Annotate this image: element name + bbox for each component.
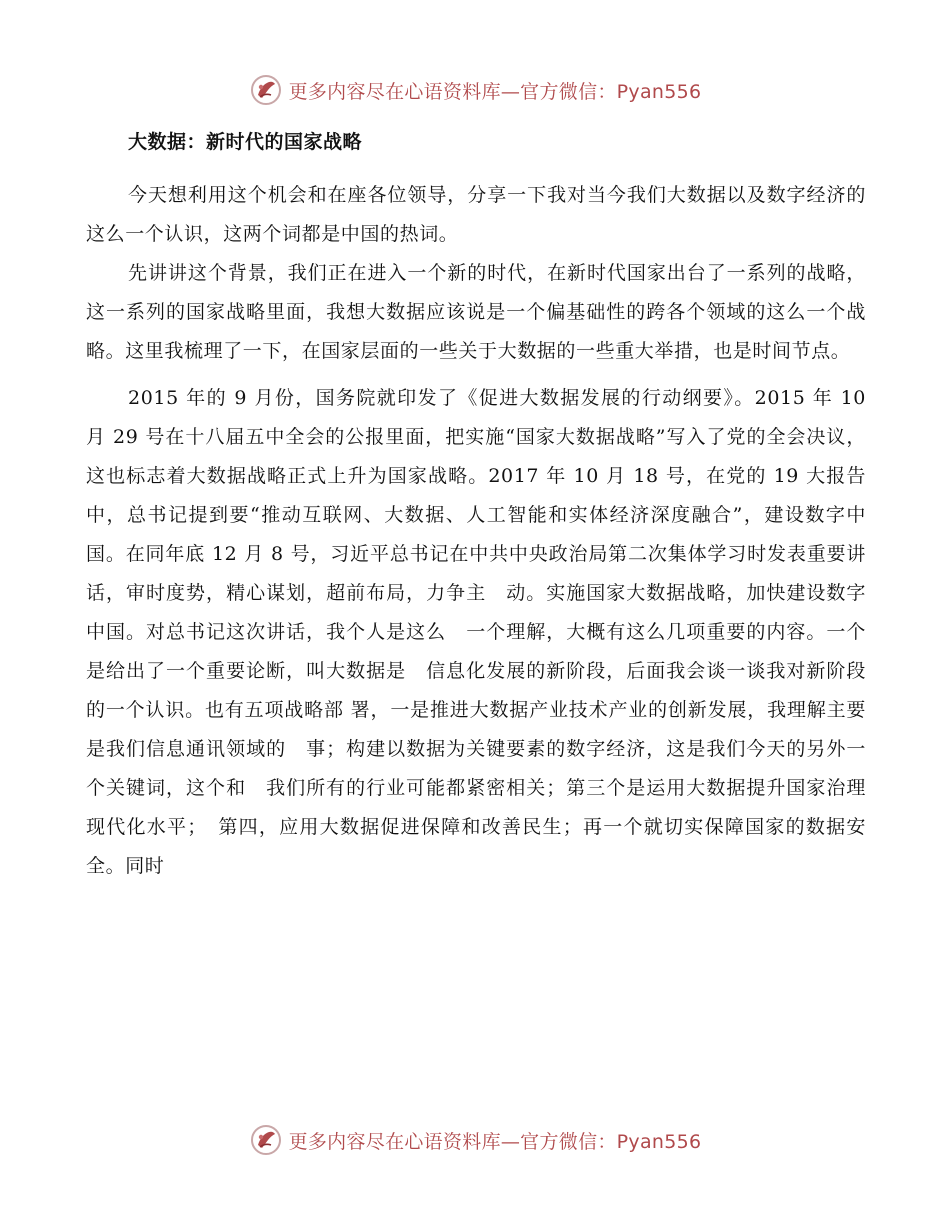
- document-body: [86, 122, 866, 886]
- book-logo-icon: [249, 1123, 283, 1157]
- footer-wechat-handle: Pyan556: [616, 1130, 702, 1153]
- paragraph-1: 今天想利用这个机会和在座各位领导，分享一下我对当今我们大数据以及数字经济的这么一个认识，这两个词都是中国的热词。: [86, 184, 866, 245]
- book-logo-icon: [249, 73, 283, 107]
- footer-banner: [0, 1120, 950, 1160]
- paragraph-2: 先讲讲这个背景，我们正在进入一个新的时代，在新时代国家出台了一系列的战略，这一系列的国家战略里面，我想大数据应该说是一个偏基础性的跨各个领域的这么一个战略。这里我梳理了一下，在国家层面的一些关于大数据的一些重大举措，也是时间节点。: [86, 262, 866, 362]
- header-banner-text: 更多内容尽在心语资料库—官方微信：Pyan556: [288, 80, 702, 103]
- footer-banner-text: 更多内容尽在心语资料库—官方微信：Pyan556: [288, 1130, 702, 1153]
- header-wechat-handle: Pyan556: [616, 80, 702, 103]
- header-banner: [0, 70, 950, 110]
- document-title: 大数据：新时代的国家战略: [128, 131, 363, 153]
- paragraph-3: 2015 年的 9 月份，国务院就印发了《促进大数据发展的行动纲要》。2015 年 10 月 29 号在十八届五中全会的公报里面，把实施“国家大数据战略”写入了党的全会决议，这也标志着大数据战略正式上升为国家战略。2017 年 10 月 18 号，在党的 19 大报告中，总书记提到要“推动互联网、大数据、人工智能和实体经济深度融合”，建设数字中国。在同年底 12 月 8 号，习近平总书记在中共中央政治局第二次集体学习时发表重要讲话，审时度势，精心谋划，超前布局，力争主 动。实施国家大数据战略，加快建设数字中国。对总书记这次讲话，我个人是这么 一个理解，大概有这么几项重要的内容。一个是给出了一个重要论断，叫大数据是 信息化发展的新阶段，后面我会谈一谈我对新阶段的一个认识。也有五项战略部 署，一是推进大数据产业技术产业的创新发展，我理解主要是我们信息通讯领域的 事；构建以数据为关键要素的数字经济，这是我们今天的另外一个关键词，这个和 我们所有的行业可能都紧密相关；第三个是运用大数据提升国家治理现代化水平； 第四，应用大数据促进保障和改善民生；再一个就切实保障国家的数据安全。同时: [86, 387, 866, 877]
